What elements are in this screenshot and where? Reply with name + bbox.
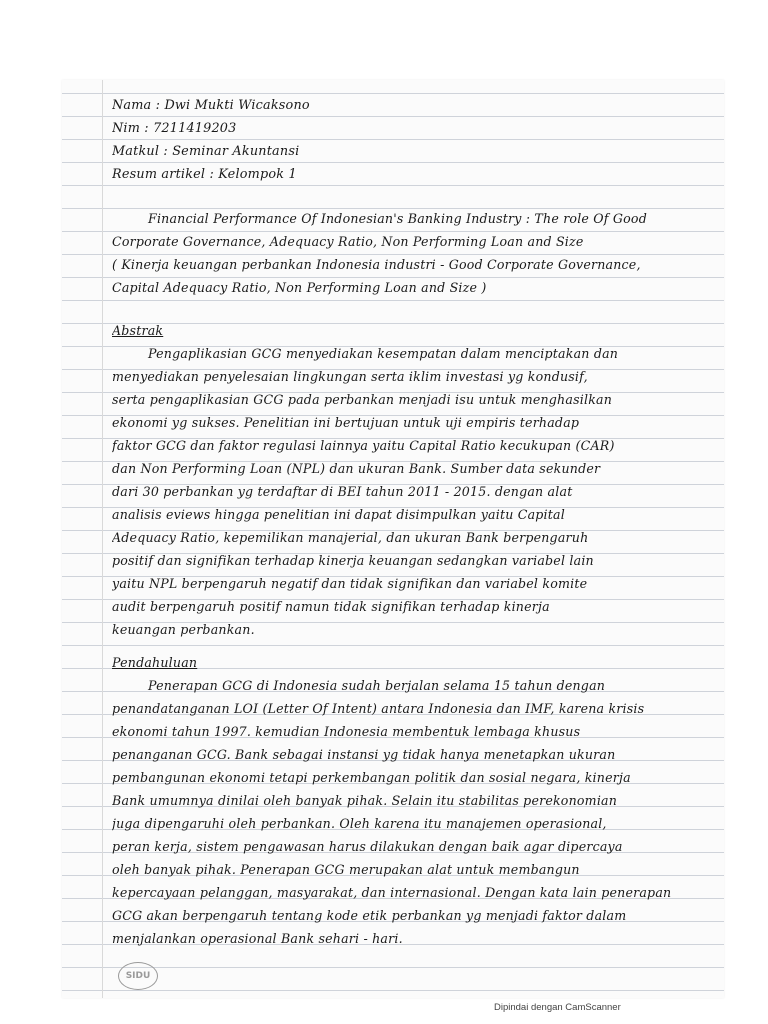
header-matkul: Matkul : Seminar Akuntansi: [112, 144, 300, 159]
abstrak-line: analisis eviews hingga penelitian ini dapat disimpulkan yaitu Capital: [112, 507, 565, 522]
title-line: Capital Adequacy Ratio, Non Performing Loan and Size ): [112, 280, 487, 295]
abstrak-line: menyediakan penyelesaian lingkungan serta iklim investasi yg kondusif,: [112, 369, 588, 384]
pendahuluan-line: kepercayaan pelanggan, masyarakat, dan internasional. Dengan kata lain penerapan: [112, 885, 672, 900]
abstrak-line: positif dan signifikan terhadap kinerja keuangan sedangkan variabel lain: [112, 553, 594, 568]
paper-brand-stamp: SIDU: [118, 962, 158, 990]
abstrak-line: serta pengaplikasian GCG pada perbankan menjadi isu untuk menghasilkan: [112, 392, 613, 407]
title-line: Financial Performance Of Indonesian's Banking Industry : The role Of Good: [148, 211, 647, 226]
pendahuluan-line: Bank umumnya dinilai oleh banyak pihak. Selain itu stabilitas perekonomian: [112, 793, 618, 808]
abstrak-line: faktor GCG dan faktor regulasi lainnya yaitu Capital Ratio kecukupan (CAR): [112, 438, 615, 453]
pendahuluan-line: peran kerja, sistem pengawasan harus dilakukan dengan baik agar dipercaya: [112, 839, 623, 854]
abstrak-line: Pengaplikasian GCG menyediakan kesempatan dalam menciptakan dan: [148, 346, 619, 361]
abstrak-line: Adequacy Ratio, kepemilikan manajerial, dan ukuran Bank berpengaruh: [112, 530, 589, 545]
pendahuluan-line: penanganan GCG. Bank sebagai instansi yg tidak hanya menetapkan ukuran: [112, 747, 616, 762]
title-line: ( Kinerja keuangan perbankan Indonesia industri - Good Corporate Governance,: [112, 257, 641, 272]
pendahuluan-line: Penerapan GCG di Indonesia sudah berjalan selama 15 tahun dengan: [148, 678, 606, 693]
ruled-line: [62, 645, 724, 646]
abstrak-line: keuangan perbankan.: [112, 622, 255, 637]
header-resum: Resum artikel : Kelompok 1: [112, 167, 297, 182]
pendahuluan-line: oleh banyak pihak. Penerapan GCG merupakan alat untuk membangun: [112, 862, 580, 877]
ruled-line: [62, 990, 724, 991]
pendahuluan-line: juga dipengaruhi oleh perbankan. Oleh karena itu manajemen operasional,: [112, 816, 607, 831]
pendahuluan-line: GCG akan berpengaruh tentang kode etik perbankan yg menjadi faktor dalam: [112, 908, 627, 923]
ruled-line: [62, 93, 724, 94]
ruled-line: [62, 300, 724, 301]
camscanner-watermark: Dipindai dengan CamScanner: [494, 1002, 621, 1013]
abstrak-line: dari 30 perbankan yg terdaftar di BEI tahun 2011 - 2015. dengan alat: [112, 484, 573, 499]
abstrak-line: ekonomi yg sukses. Penelitian ini bertujuan untuk uji empiris terhadap: [112, 415, 580, 430]
pendahuluan-line: pembangunan ekonomi tetapi perkembangan politik dan sosial negara, kinerja: [112, 770, 631, 785]
pendahuluan-line: menjalankan operasional Bank sehari - hari.: [112, 931, 403, 946]
pendahuluan-heading: Pendahuluan: [112, 655, 198, 670]
title-line: Corporate Governance, Adequacy Ratio, Non Performing Loan and Size: [112, 234, 584, 249]
margin-line: [102, 80, 103, 998]
header-nama: Nama : Dwi Mukti Wicaksono: [112, 98, 310, 113]
abstrak-line: dan Non Performing Loan (NPL) dan ukuran Bank. Sumber data sekunder: [112, 461, 601, 476]
ruled-line: [62, 967, 724, 968]
header-nim: Nim : 7211419203: [112, 121, 237, 136]
abstrak-heading: Abstrak: [112, 323, 164, 338]
abstrak-line: yaitu NPL berpengaruh negatif dan tidak signifikan dan variabel komite: [112, 576, 588, 591]
pendahuluan-line: ekonomi tahun 1997. kemudian Indonesia membentuk lembaga khusus: [112, 724, 581, 739]
abstrak-line: audit berpengaruh positif namun tidak signifikan terhadap kinerja: [112, 599, 550, 614]
pendahuluan-line: penandatanganan LOI (Letter Of Intent) antara Indonesia dan IMF, karena krisis: [112, 701, 645, 716]
